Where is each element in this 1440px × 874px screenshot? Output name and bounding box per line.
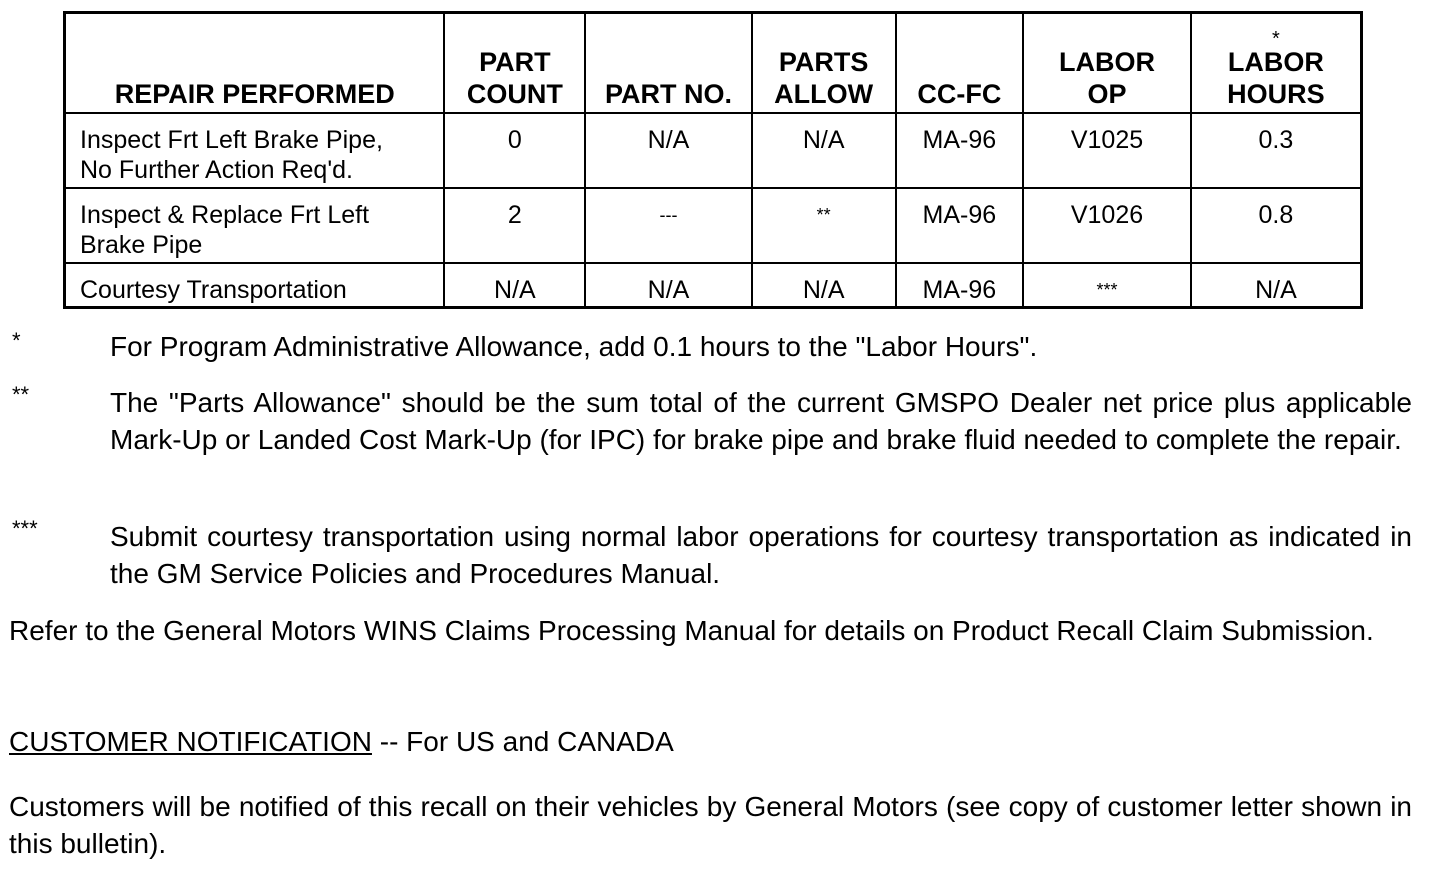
cell-parts-allow: ** xyxy=(752,188,896,263)
header-labor-op: LABOR OP xyxy=(1023,13,1191,114)
cell-part-no: N/A xyxy=(585,113,752,188)
section-subtitle: -- For US and CANADA xyxy=(371,726,674,757)
cell-cc-fc: MA-96 xyxy=(896,188,1024,263)
cell-part-count: 2 xyxy=(444,188,585,263)
cell-part-no: --- xyxy=(585,188,752,263)
footnote-mark: * xyxy=(12,328,21,353)
cell-part-no: N/A xyxy=(585,263,752,308)
cell-repair-performed: Inspect Frt Left Brake Pipe, No Further Action Req'd. xyxy=(65,113,445,188)
cell-cc-fc: MA-96 xyxy=(896,263,1024,308)
customer-notification-heading xyxy=(9,723,674,760)
labor-operation-table xyxy=(63,11,1363,309)
cell-labor-hours: N/A xyxy=(1191,263,1362,308)
labor-hours-footnote-mark: * xyxy=(1272,28,1280,50)
header-repair-performed: REPAIR PERFORMED xyxy=(65,13,445,114)
table-row xyxy=(65,263,1362,308)
header-labor-hours: * LABOR HOURS xyxy=(1191,13,1362,114)
cell-labor-op: V1025 xyxy=(1023,113,1191,188)
header-cc-fc: CC-FC xyxy=(896,13,1024,114)
cell-parts-allow: N/A xyxy=(752,263,896,308)
cell-repair-performed: Courtesy Transportation xyxy=(65,263,445,308)
cell-labor-op: V1026 xyxy=(1023,188,1191,263)
footnote-mark: ** xyxy=(12,382,30,407)
footnote-text: Submit courtesy transportation using normal labor operations for courtesy transportation as indicated in the GM Service Policies and Procedures Manual. xyxy=(110,521,1412,589)
table-row xyxy=(65,188,1362,263)
customer-notification-body: Customers will be notified of this recall on their vehicles by General Motors (see copy of customer letter shown in this bulletin). xyxy=(9,791,1412,859)
cell-repair-performed: Inspect & Replace Frt Left Brake Pipe xyxy=(65,188,445,263)
section-title: CUSTOMER NOTIFICATION xyxy=(9,726,372,757)
cell-labor-op: *** xyxy=(1023,263,1191,308)
header-parts-allow: PARTS ALLOW xyxy=(752,13,896,114)
cell-labor-hours: 0.3 xyxy=(1191,113,1362,188)
cell-parts-allow: N/A xyxy=(752,113,896,188)
table-header-row xyxy=(65,13,1362,114)
header-part-no: PART NO. xyxy=(585,13,752,114)
cell-part-count: 0 xyxy=(444,113,585,188)
header-part-count: PART COUNT xyxy=(444,13,585,114)
claims-manual-paragraph: Refer to the General Motors WINS Claims Processing Manual for details on Product Recall Claim Submission. xyxy=(9,615,1374,646)
footnote-text: The "Parts Allowance" should be the sum total of the current GMSPO Dealer net price plus applicable Mark-Up or Landed Cost Mark-Up (for IPC) for brake pipe and brake fluid needed to complete the repair. xyxy=(110,387,1412,455)
cell-labor-hours: 0.8 xyxy=(1191,188,1362,263)
footnote-mark: *** xyxy=(12,516,38,541)
footnote-text: For Program Administrative Allowance, add 0.1 hours to the "Labor Hours". xyxy=(110,331,1038,362)
table-row xyxy=(65,113,1362,188)
cell-part-count: N/A xyxy=(444,263,585,308)
cell-cc-fc: MA-96 xyxy=(896,113,1024,188)
